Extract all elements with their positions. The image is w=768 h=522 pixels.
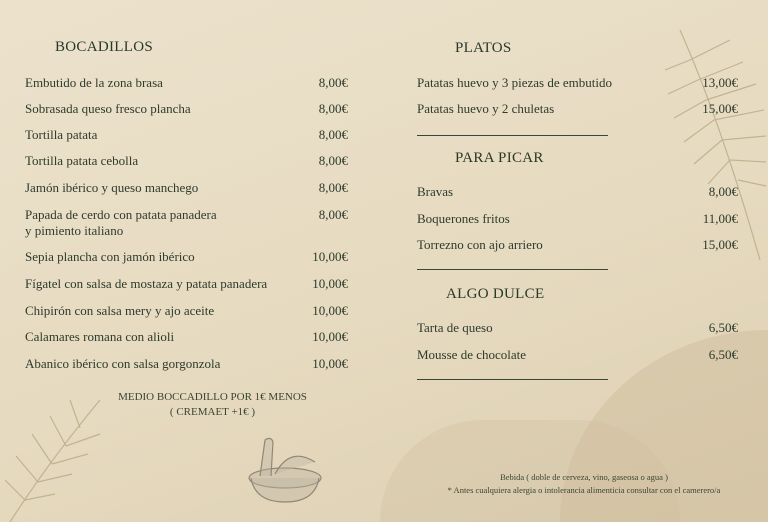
menu-item-name: Calamares romana con alioli [25, 329, 175, 344]
menu-item-price: 8,00€ [318, 207, 348, 222]
drinks-note: Bebida ( doble de cerveza, vino, gaseosa o agua ) [500, 472, 668, 482]
section-title-bocadillos: BOCADILLOS [55, 39, 154, 55]
palm-leaf-icon [660, 20, 768, 270]
menu-item-name: Sobrasada queso fresco plancha [25, 101, 191, 116]
menu-item-price: 6,50€ [708, 320, 738, 335]
menu-item-name: Tarta de queso [417, 320, 493, 335]
section-divider [417, 135, 608, 136]
menu-item-name: Tortilla patata cebolla [25, 153, 139, 168]
menu-item-price: 13,00€ [702, 75, 738, 90]
section-divider [417, 379, 608, 380]
menu-item-price: 8,00€ [708, 184, 738, 199]
section-title-platos: PLATOS [455, 40, 512, 56]
allergy-note: * Antes cualquiera alergia o intolerancia alimenticia consultar con el camerero/a [447, 485, 721, 495]
menu-item-price: 8,00€ [318, 153, 348, 168]
cremaet-note: ( CREMAET +1€ ) [169, 406, 256, 418]
menu-item-name: Abanico ibérico con salsa gorgonzola [25, 356, 221, 371]
menu-item-price: 15,00€ [702, 237, 738, 252]
menu-item-name: Mousse de chocolate [417, 347, 527, 362]
bread-basket-icon [245, 432, 325, 504]
menu-item-price: 6,50€ [708, 347, 738, 362]
section-divider [417, 269, 608, 270]
half-sandwich-note: MEDIO BOCCADILLO POR 1€ MENOS [118, 391, 307, 403]
menu-item-price: 10,00€ [312, 249, 348, 264]
menu-item-price: 10,00€ [312, 303, 348, 318]
menu-item-name: Fígatel con salsa de mostaza y patata panadera [25, 276, 268, 291]
menu-item-name: Patatas huevo y 3 piezas de embutido [417, 75, 612, 90]
menu-item-price: 8,00€ [318, 75, 348, 90]
menu-item-name: Tortilla patata [25, 127, 98, 142]
menu-item-price: 8,00€ [318, 127, 348, 142]
menu-item-name: y pimiento italiano [25, 223, 124, 238]
menu-item-name: Bravas [417, 184, 454, 199]
menu-item-price: 11,00€ [702, 211, 738, 226]
menu-item-name: Patatas huevo y 2 chuletas [417, 101, 555, 116]
menu-item-price: 10,00€ [312, 356, 348, 371]
menu-item-price: 10,00€ [312, 276, 348, 291]
menu-item-name: Jamón ibérico y queso manchego [25, 180, 199, 195]
menu-item-price: 8,00€ [318, 180, 348, 195]
menu-item-name: Torrezno con ajo arriero [417, 237, 543, 252]
menu-item-name: Sepia plancha con jamón ibérico [25, 249, 195, 264]
menu-item-price: 15,00€ [702, 101, 738, 116]
menu-item-price: 8,00€ [318, 101, 348, 116]
menu-item-price: 10,00€ [312, 329, 348, 344]
menu-item-name: Embutido de la zona brasa [25, 75, 163, 90]
menu-item-name: Papada de cerdo con patata panadera [25, 207, 217, 222]
section-title-algo-dulce: ALGO DULCE [446, 286, 545, 302]
section-title-para-picar: PARA PICAR [455, 150, 544, 166]
menu-item-name: Chipirón con salsa mery y ajo aceite [25, 303, 215, 318]
menu-item-name: Boquerones fritos [417, 211, 510, 226]
